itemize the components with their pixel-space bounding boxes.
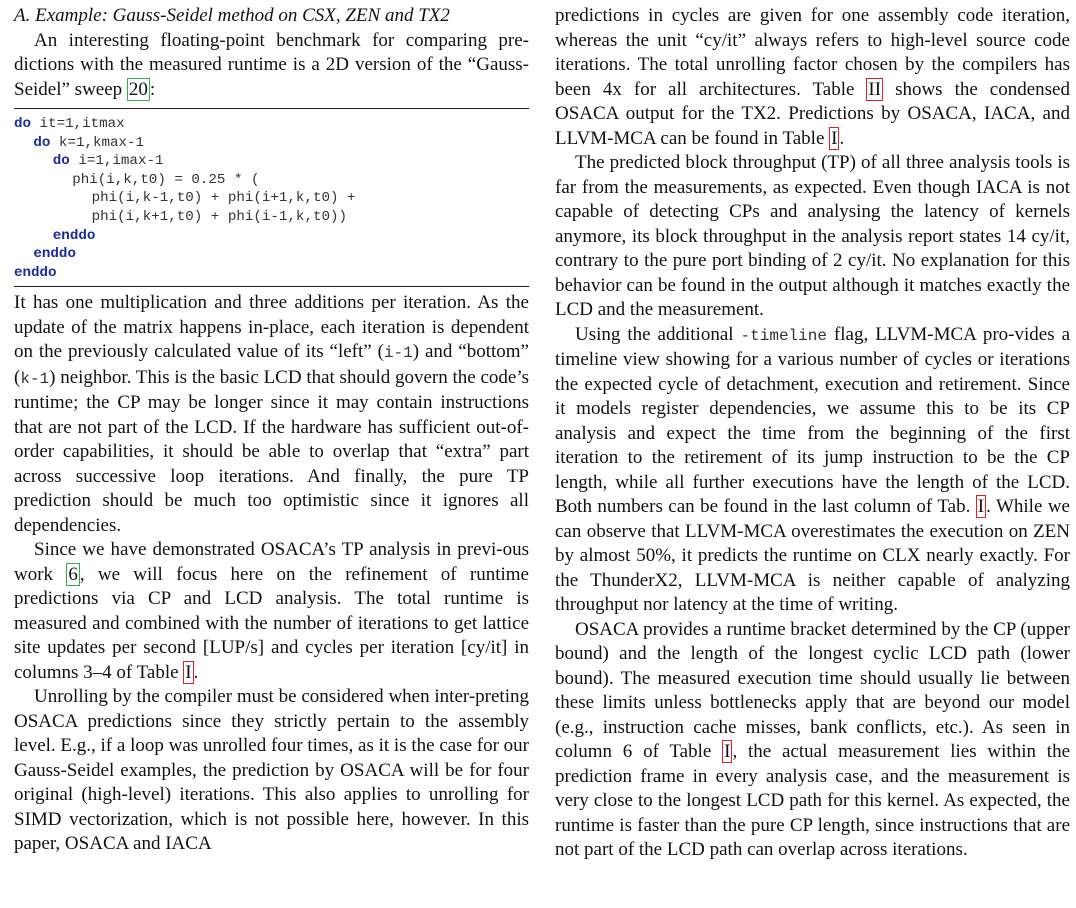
- code-line: [14, 115, 529, 134]
- code-line: [14, 264, 529, 283]
- paragraph-timeline: Using the additional -timeline flag, LLVM-MCA pro-vides a timeline view showing for a various number of cycles or iterations the expected cycle of detachment, execution and retirement. Since it models register dependencies, we assume this to be its CP analysis and expect the time from the beginning of the first iteration to the retirement of its jump instruction to be the CP length, while all further executions have the length of the LCD. Both numbers can be found in the last column of Tab. I . While we can observe that LLVM-MCA overestimates the execution on ZEN by almost 50%, it predicts the runtime on CLX nearly exactly. For the ThunderX2, LLVM-MCA is neither capable of analyzing throughput nor latency at the time of writing.: [555, 323, 1070, 615]
- table-ref-link[interactable]: I: [831, 127, 838, 149]
- paragraph-dependency: It has one multiplication and three additions per iteration. As the update of the matrix happens in-place, each iteration is dependent on the previously calculated value of its “left” (i-1) and “bottom” (k-1) neighbor. This is the basic LCD that should govern the code’s runtime; the CP may be longer since it may contain instructions that are not part of the LCD. If the hardware has sufficient out-of-order capabilities, it should be able to overlap that “extra” part across successive loop iterations. And finally, the pure TP prediction should be much too optimistic since it ignores all dependencies.: [14, 292, 529, 536]
- paragraph-previous-work: Since we have demonstrated OSACA’s TP analysis in previ-ous work 6 , we will focus here on the refinement of runtime predictions via CP and LCD analysis. The total runtime is measured and combined with the number of iterations to get lattice site updates per second [LUP/s] and cycles per iteration [cy/it] in columns 3–4 of Table I .: [14, 539, 529, 683]
- table-ref-link[interactable]: I: [724, 741, 731, 762]
- code-listing: [14, 108, 529, 287]
- code-line: [14, 134, 529, 153]
- table-ref-link[interactable]: I: [977, 496, 985, 517]
- paragraph-block-throughput: The predicted block throughput (TP) of all three analysis tools is far from the measurements, as expected. Even though IACA is not capable of detecting CPs and analysing the latency of kernels anymore, its block throughput in the analysis report states 14 cy/it, contrary to the pure port binding of 2 cy/it. No explanation for this behavior can be found in the output although it matches exactly the LCD and the measurement.: [555, 152, 1070, 320]
- code-line: [14, 171, 529, 190]
- code-line: [14, 152, 529, 171]
- code-line: [14, 245, 529, 264]
- paragraph-intro: An interesting floating-point benchmark for comparing pre-dictions with the measured runtime is a 2D version of the “Gauss-Seidel” sweep 20 :: [14, 29, 529, 100]
- code-text: phi(i,k+1,t0) + phi(i-1,k,t0)): [91, 208, 348, 225]
- paragraph-predictions: predictions in cycles are given for one assembly code iteration, whereas the unit “cy/it” always refers to high-level source code iterations. The total unrolling factor chosen by the compilers has been 4x for all architectures. Table II shows the condensed OSACA output for the TX2. Predictions by OSACA, IACA, and LLVM-MCA can be found in Table I .: [555, 5, 1070, 149]
- paragraph-runtime-bracket: OSACA provides a runtime bracket determined by the CP (upper bound) and the length of the longest cyclic LCD path (lower bound). The measured execution time should usually lie between these limits unless bottlenecks apply that are beyond our model (e.g., instruction cache misses, bank conflicts, etc.). As seen in column 6 of Table I , the actual measurement lies within the prediction frame in every analysis case, and the measurement is very close to the longest LCD path for this kernel. As expected, the runtime is faster than the pure CP length, since instructions that are not part of the LCD path can overlap across iterations.: [555, 618, 1071, 860]
- table-ref-link[interactable]: I: [185, 661, 192, 683]
- code-text: phi(i,k,t0) = 0.25 * (: [72, 171, 260, 188]
- code-text: it=1,itmax: [31, 116, 125, 132]
- code-keyword: enddo: [52, 227, 96, 244]
- right-column: [555, 4, 1070, 863]
- citation-link[interactable]: 6: [68, 563, 78, 585]
- code-text: phi(i,k-1,t0) + phi(i+1,k,t0) +: [91, 190, 356, 207]
- code-keyword: do: [33, 134, 51, 151]
- code-keyword: do: [14, 116, 32, 132]
- code-keyword: do: [52, 153, 70, 170]
- section-title: A. Example: Gauss-Seidel method on CSX, ZEN and TX2: [14, 5, 450, 26]
- left-column: [14, 4, 529, 857]
- paragraph-unrolling: Unrolling by the compiler must be considered when inter-preting OSACA predictions since they strictly pertain to the assembly level. E.g., if a loop was unrolled four times, as it is the case for our Gauss-Seidel examples, the prediction by OSACA will be for four original (high-level) iterations. This also applies to unrolling for SIMD vectorization, which is not possible here, however. In this paper, OSACA and IACA: [14, 686, 529, 855]
- code-keyword: enddo: [14, 264, 57, 281]
- citation-link[interactable]: 20: [128, 78, 148, 100]
- code-keyword: enddo: [33, 246, 76, 263]
- table-ref-link[interactable]: II: [868, 78, 882, 100]
- code-line: [14, 189, 529, 208]
- code-text: i=1,imax-1: [69, 153, 164, 170]
- code-text: k=1,kmax-1: [50, 134, 145, 151]
- code-line: [14, 227, 529, 246]
- code-line: [14, 208, 529, 227]
